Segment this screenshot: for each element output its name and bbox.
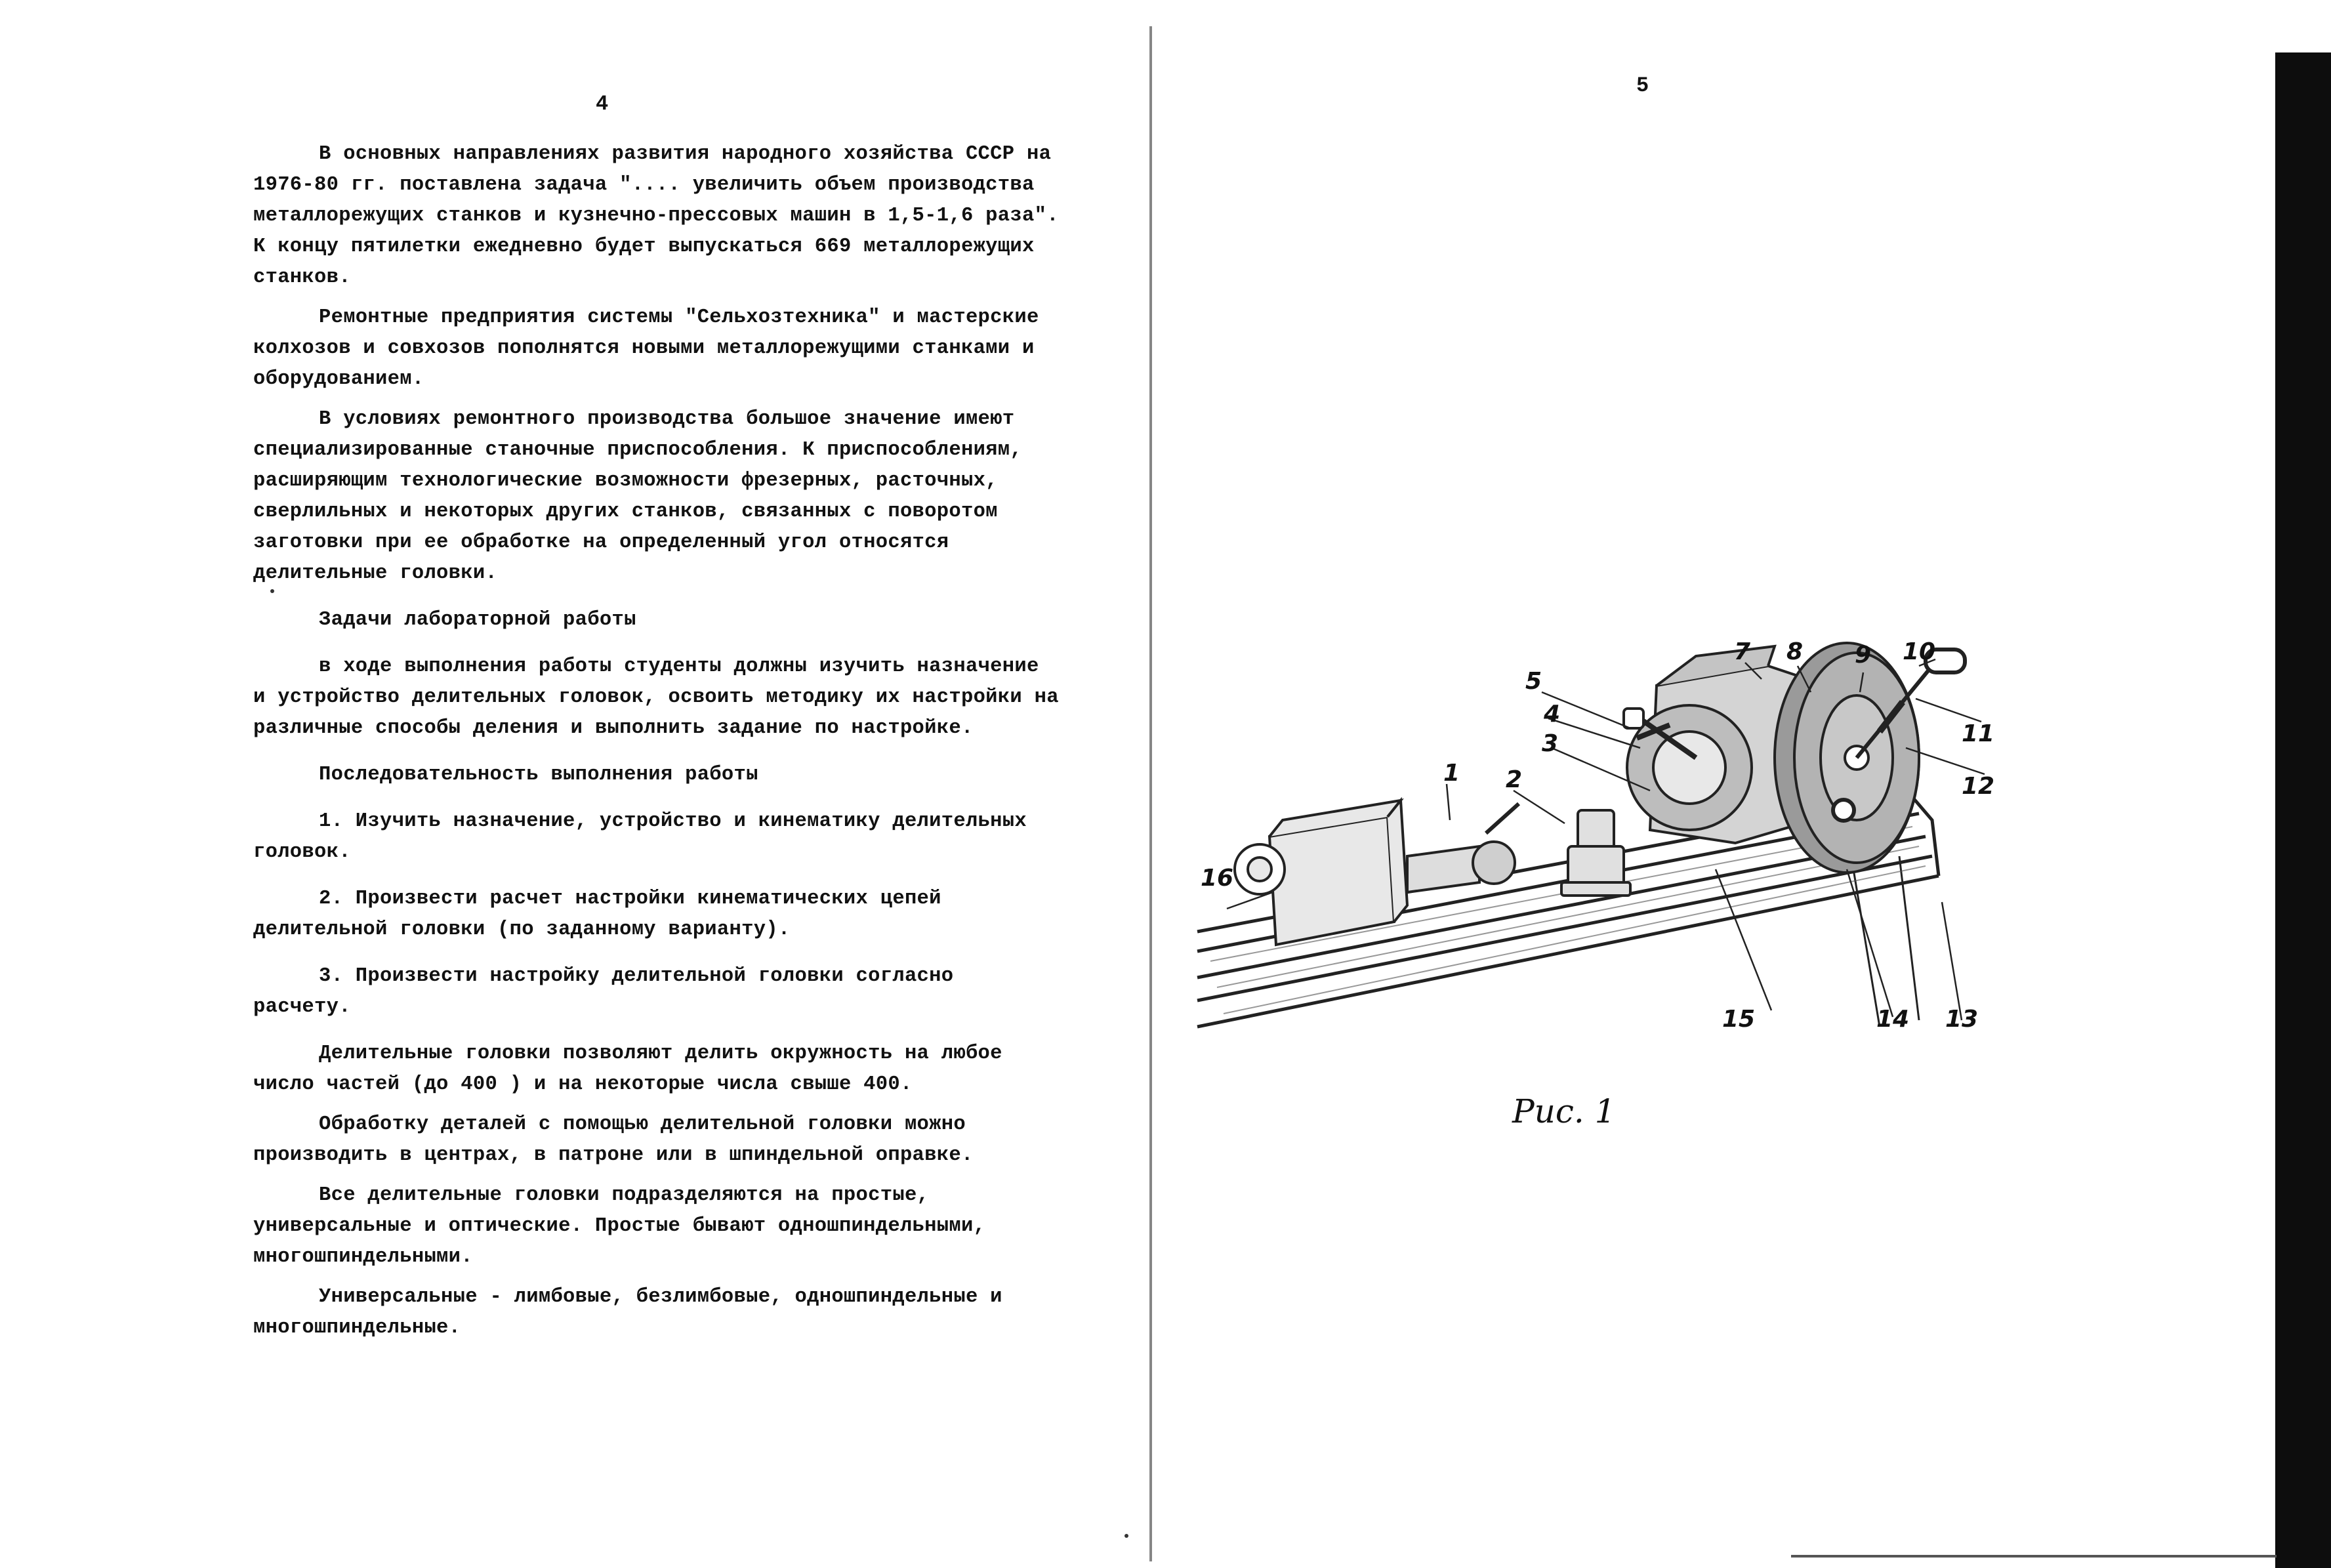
figure-label: 12	[1962, 773, 1995, 800]
scan-speck	[1124, 1534, 1128, 1538]
scan-bottom-edge	[1791, 1555, 2277, 1558]
figure-label: 8	[1786, 638, 1804, 665]
figure-label: 9	[1855, 642, 1872, 669]
figure-label: 3	[1542, 730, 1559, 757]
figure-label: 13	[1945, 1006, 1979, 1033]
figure-label: 4	[1544, 701, 1561, 728]
figure-label: 11	[1962, 720, 1995, 747]
left-page-number: 4	[596, 92, 609, 116]
figure-label: 10	[1903, 638, 1936, 665]
figure-caption: Рис. 1	[1512, 1092, 1616, 1130]
paragraph: Обработку деталей с помощью делительной головки можно производить в центрах, в патроне или в шпиндельной оправке.	[253, 1113, 974, 1166]
section-heading: Задачи лабораторной работы	[319, 609, 636, 631]
section-heading: Последовательность выполнения работы	[319, 764, 758, 786]
figure-label: 5	[1525, 668, 1542, 695]
list-item: 1. Изучить назначение, устройство и кинематику делительных головок.	[253, 810, 1027, 863]
figure-label: 16	[1201, 865, 1234, 892]
paragraph: Делительные головки позволяют делить окружность на любое число частей (до 400 ) и на некоторые числа свыше 400.	[253, 1042, 1002, 1096]
index-plate	[1775, 643, 1919, 873]
list-item: 3. Произвести настройку делительной головки согласно расчету.	[253, 965, 954, 1018]
paragraph: Универсальные - лимбовые, безлимбовые, одношпиндельные и многошпиндельные.	[253, 1286, 1002, 1339]
paragraph: Все делительные головки подразделяются на простые, универсальные и оптические. Простые бывают одношпиндельными, многошпиндельными.	[253, 1184, 986, 1268]
figure-label: 7	[1734, 638, 1751, 665]
figure-label: 15	[1722, 1006, 1756, 1033]
left-page	[0, 0, 1142, 1568]
dividing-head-illustration	[1197, 594, 1995, 1033]
figure-label: 2	[1506, 766, 1523, 793]
paragraph: В условиях ремонтного производства большое значение имеют специализированные станочные приспособления. К приспособлениям, расширяющим технологические возможности фрезерных, расточных, сверлильных и некоторых других станков, связанных с поворотом заготовки при ее обработке на определенный угол относятся делительные головки.	[253, 408, 1022, 585]
paragraph: В основных направлениях развития народного хозяйства СССР на 1976-80 гг. поставлена задача ".... увеличить объем производства металлорежущих станков и кузнечно-прессовых машин в 1,5-1,6 раза". К концу пятилетки ежедневно будет выпускаться 669 металлорежущих станков.	[253, 143, 1059, 289]
figure-label: 14	[1876, 1006, 1910, 1033]
scan-speck	[270, 589, 274, 593]
paragraph: Ремонтные предприятия системы "Сельхозтехника" и мастерские колхозов и совхозов пополнятся новыми металлорежущими станками и оборудованием.	[253, 306, 1039, 390]
list-item: 2. Произвести расчет настройки кинематических цепей делительной головки (по заданному варианту).	[253, 888, 941, 941]
figure-label: 1	[1443, 760, 1460, 787]
right-page-number: 5	[1636, 73, 1649, 98]
support-jack	[1561, 810, 1630, 896]
scan-page-edge	[2275, 52, 2331, 1568]
left-page-text	[253, 139, 1060, 1353]
paragraph: в ходе выполнения работы студенты должны изучить назначение и устройство делительных головок, освоить методику их настройки на различные способы деления и выполнить задание по настройке.	[253, 655, 1059, 739]
